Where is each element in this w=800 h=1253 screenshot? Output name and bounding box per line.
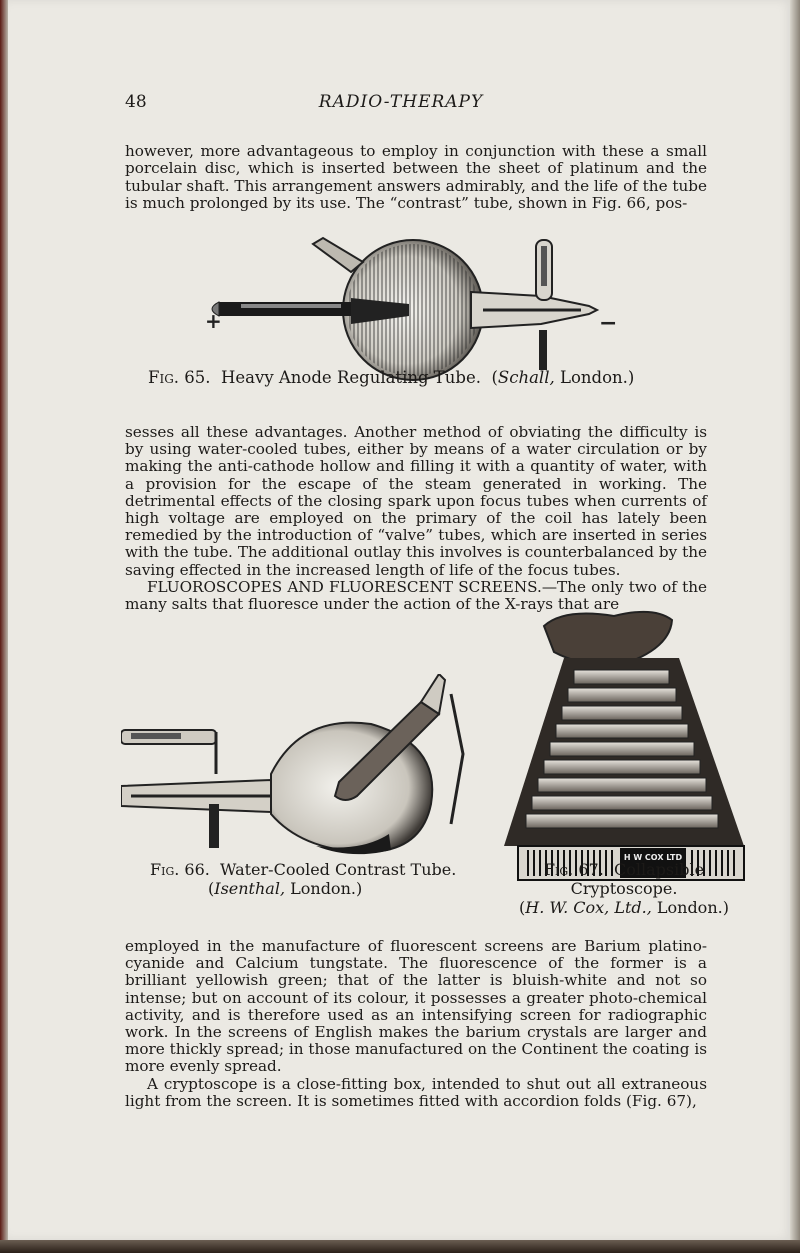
book-spine-edge — [0, 0, 8, 1253]
running-title: RADIO-THERAPY — [318, 92, 484, 112]
page-edge-bottom — [0, 1240, 800, 1253]
fig65-credit-place: London.) — [559, 368, 635, 387]
anode-plus-sign: + — [205, 309, 222, 333]
figure-65-caption — [148, 368, 708, 387]
figure-66-water-cooled-tube-illustration — [121, 674, 466, 860]
fig67-credit-maker: H. W. Cox, Ltd., — [525, 898, 652, 917]
fig65-label: Fig. 65. — [148, 368, 211, 387]
fig67-label: Fig. 67. — [543, 860, 604, 879]
fig65-title: Heavy Anode Regulating Tube. — [221, 368, 481, 387]
paragraph-fluoroscopes: FLUOROSCOPES AND FLUORESCENT SCREENS.—The only two of the many salts that fluoresce under the action of the X-rays that are — [125, 577, 707, 614]
figure-66-caption: Fig. 66. Water-Cooled Contrast Tube. (Isenthal, London.) — [150, 860, 457, 898]
fig67-title: Collapsible Cryptoscope. — [570, 860, 705, 898]
fig65-credit-paren: ( — [491, 368, 498, 387]
page-number: 48 — [125, 92, 147, 112]
maker-plate-text: H W COX LTD — [623, 853, 683, 862]
paragraph-2: sesses all these advantages. Another method of obviating the difficulty is by using water-cooled tubes, either by means of a water circulation or by making the anti-cathode hollow and filling it with a quantity of water, with a provision for the escape of the steam generated in working. The detrimental effects of the closing spark upon focus tubes when currents of high voltage are employed on the primary of the coil has lately been remedied by the introduction of “valve” tubes, which are inserted in series with the tube. The additional outlay this involves is counterbalanced by the saving effected in the increased length of life of the focus tubes. — [125, 423, 707, 579]
paragraph-3: employed in the manufacture of fluorescent screens are Barium platino-cyanide and Calcium tungstate. The fluorescence of the former is a brilliant yellowish green; that of the latter is bluish-white and not so intense; but on account of its colour, it possesses a greater photo-chemical activity, and is therefore used as an intensifying screen for radiographic work. In the screens of English makes the barium crystals are larger and more thickly spread; in those manufactured on the Continent the coating is more evenly spread. — [125, 937, 707, 1076]
paragraph-4: A cryptoscope is a close-fitting box, intended to shut out all extraneous light from the screen. It is sometimes fitted with accordion folds (Fig. 67), — [125, 1074, 707, 1110]
paragraph-2-block — [125, 424, 707, 613]
figure-67-caption: Fig. 67. Collapsible Cryptoscope. (H. W. Cox, Ltd., London.) — [519, 860, 729, 917]
figure-67-cryptoscope-illustration — [504, 608, 749, 883]
fig66-credit-maker: Isenthal, — [214, 879, 286, 898]
fig67-credit-place: London.) — [656, 898, 729, 917]
cathode-minus-sign: − — [599, 311, 618, 336]
paragraph-1: however, more advantageous to employ in conjunction with these a small porcelain disc, which is inserted between the sheet of platinum and the tubular shaft. This arrangement answers admirably, and the life of the tube is much prolonged by its use. The “contrast” tube, shown in Fig. 66, pos- — [125, 142, 707, 212]
fig65-credit-maker: Schall, — [497, 368, 555, 387]
fig66-label: Fig. 66. — [150, 860, 210, 879]
page-header — [8, 92, 794, 118]
fig66-title: Water-Cooled Contrast Tube. — [220, 860, 457, 879]
paragraph-3-block — [125, 938, 707, 1110]
page-edge-right — [790, 0, 800, 1253]
fig66-credit-place: London.) — [290, 879, 363, 898]
book-page — [8, 0, 794, 1240]
